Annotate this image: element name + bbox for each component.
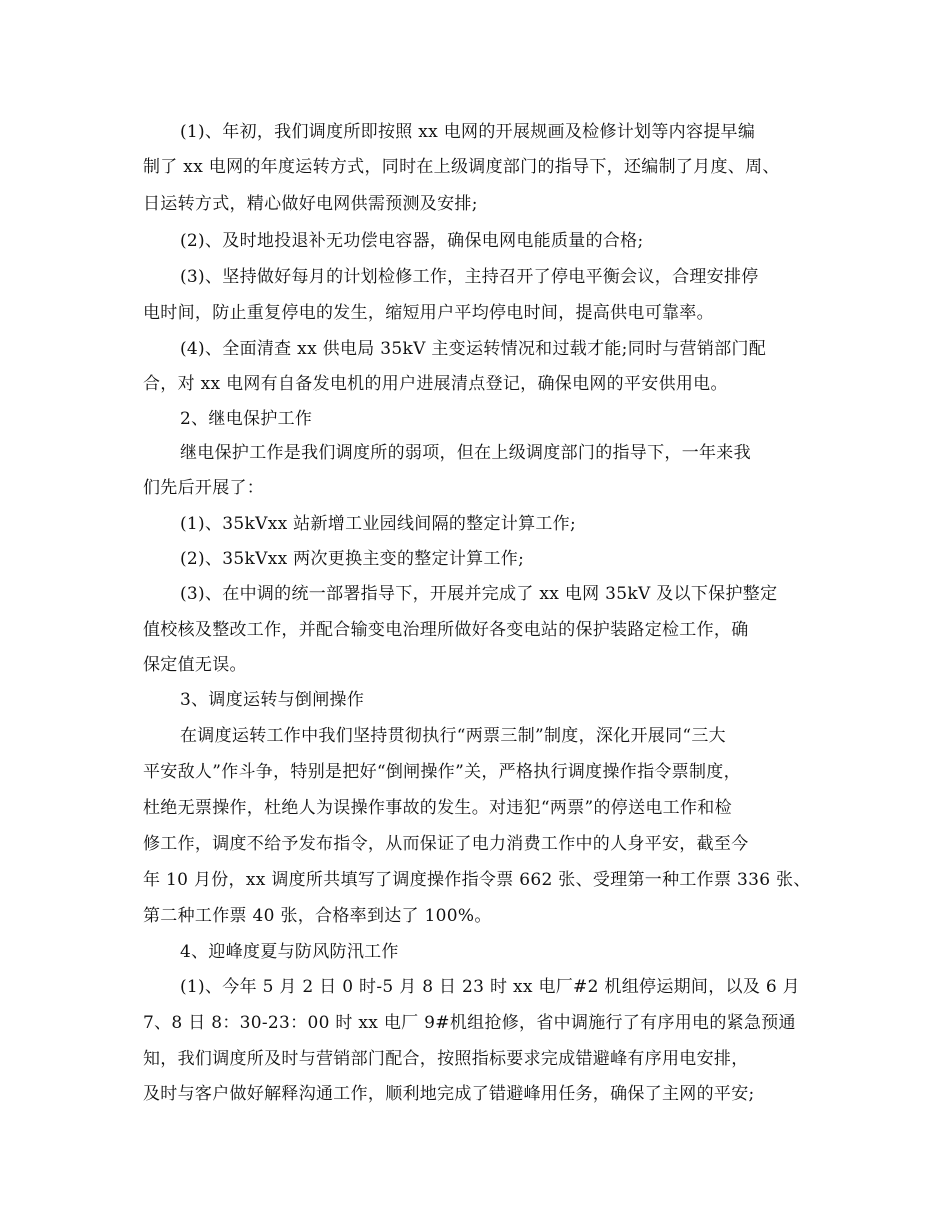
paragraph-line: 保定值无误。 xyxy=(143,655,247,675)
paragraph-line: (4)、全面清查 xx 供电局 35kV 主变运转情况和过载才能;同时与营销部门配 xyxy=(180,339,767,359)
paragraph-line: 杜绝无票操作，杜绝人为误操作事故的发生。对违犯“两票”的停送电工作和检 xyxy=(143,798,732,818)
paragraph-line: 平安敌人”作斗争，特别是把好“倒闸操作”关，严格执行调度操作指令票制度， xyxy=(143,762,741,782)
paragraph-line: (3)、坚持做好每月的计划检修工作，主持召开了停电平衡会议，合理安排停 xyxy=(180,267,759,287)
paragraph-line: 值校核及整改工作，并配合输变电治理所做好各变电站的保护装路定检工作，确 xyxy=(143,620,749,640)
paragraph-line: 第二种工作票 40 张，合格率到达了 100%。 xyxy=(143,906,492,926)
paragraph-line: 在调度运转工作中我们坚持贯彻执行“两票三制”制度，深化开展同“三大 xyxy=(180,726,726,746)
paragraph-line: (1)、今年 5 月 2 日 0 时-5 月 8 日 23 时 xx 电厂#2 机组停运期间，以及 6 月 xyxy=(180,977,800,997)
paragraph-line: (2)、35kVxx 两次更换主变的整定计算工作; xyxy=(180,549,525,569)
section-heading: 4、迎峰度夏与防风防汛工作 xyxy=(180,942,399,962)
paragraph-line: 年 10 月份，xx 调度所共填写了调度操作指令票 662 张、受理第一种工作票 336 张、 xyxy=(143,870,811,890)
paragraph-line: 电时间，防止重复停电的发生，缩短用户平均停电时间，提高供电可靠率。 xyxy=(143,303,714,323)
paragraph-line: 们先后开展了： xyxy=(143,478,265,498)
paragraph-line: 日运转方式，精心做好电网供需预测及安排; xyxy=(143,194,478,214)
paragraph-line: (2)、及时地投退补无功偿电容器，确保电网电能质量的合格; xyxy=(180,231,644,251)
paragraph-line: 7、8 日 8：30-23：00 时 xx 电厂 9#机组抢修，省中调施行了有序用电的紧急预通 xyxy=(143,1013,796,1033)
section-heading: 2、继电保护工作 xyxy=(180,409,313,429)
paragraph-line: 继电保护工作是我们调度所的弱项，但在上级调度部门的指导下，一年来我 xyxy=(180,443,751,463)
paragraph-line: 合，对 xx 电网有自备发电机的用户进展清点登记，确保电网的平安供用电。 xyxy=(143,374,728,394)
paragraph-line: 制了 xx 电网的年度运转方式，同时在上级调度部门的指导下，还编制了月度、周、 xyxy=(143,157,780,177)
paragraph-line: (1)、年初，我们调度所即按照 xx 电网的开展规画及检修计划等内容提早编 xyxy=(180,122,756,142)
paragraph-line: 知，我们调度所及时与营销部门配合，按照指标要求完成错避峰有序用电安排， xyxy=(143,1049,749,1069)
paragraph-line: 及时与客户做好解释沟通工作，顺利地完成了错避峰用任务，确保了主网的平安; xyxy=(143,1084,755,1104)
paragraph-line: (1)、35kVxx 站新增工业园线间隔的整定计算工作; xyxy=(180,514,576,534)
paragraph-line: (3)、在中调的统一部署指导下，开展并完成了 xx 电网 35kV 及以下保护整定 xyxy=(180,584,778,604)
paragraph-line: 修工作，调度不给予发布指令，从而保证了电力消费工作中的人身平安，截至今 xyxy=(143,834,749,854)
section-heading: 3、调度运转与倒闸操作 xyxy=(180,690,365,710)
